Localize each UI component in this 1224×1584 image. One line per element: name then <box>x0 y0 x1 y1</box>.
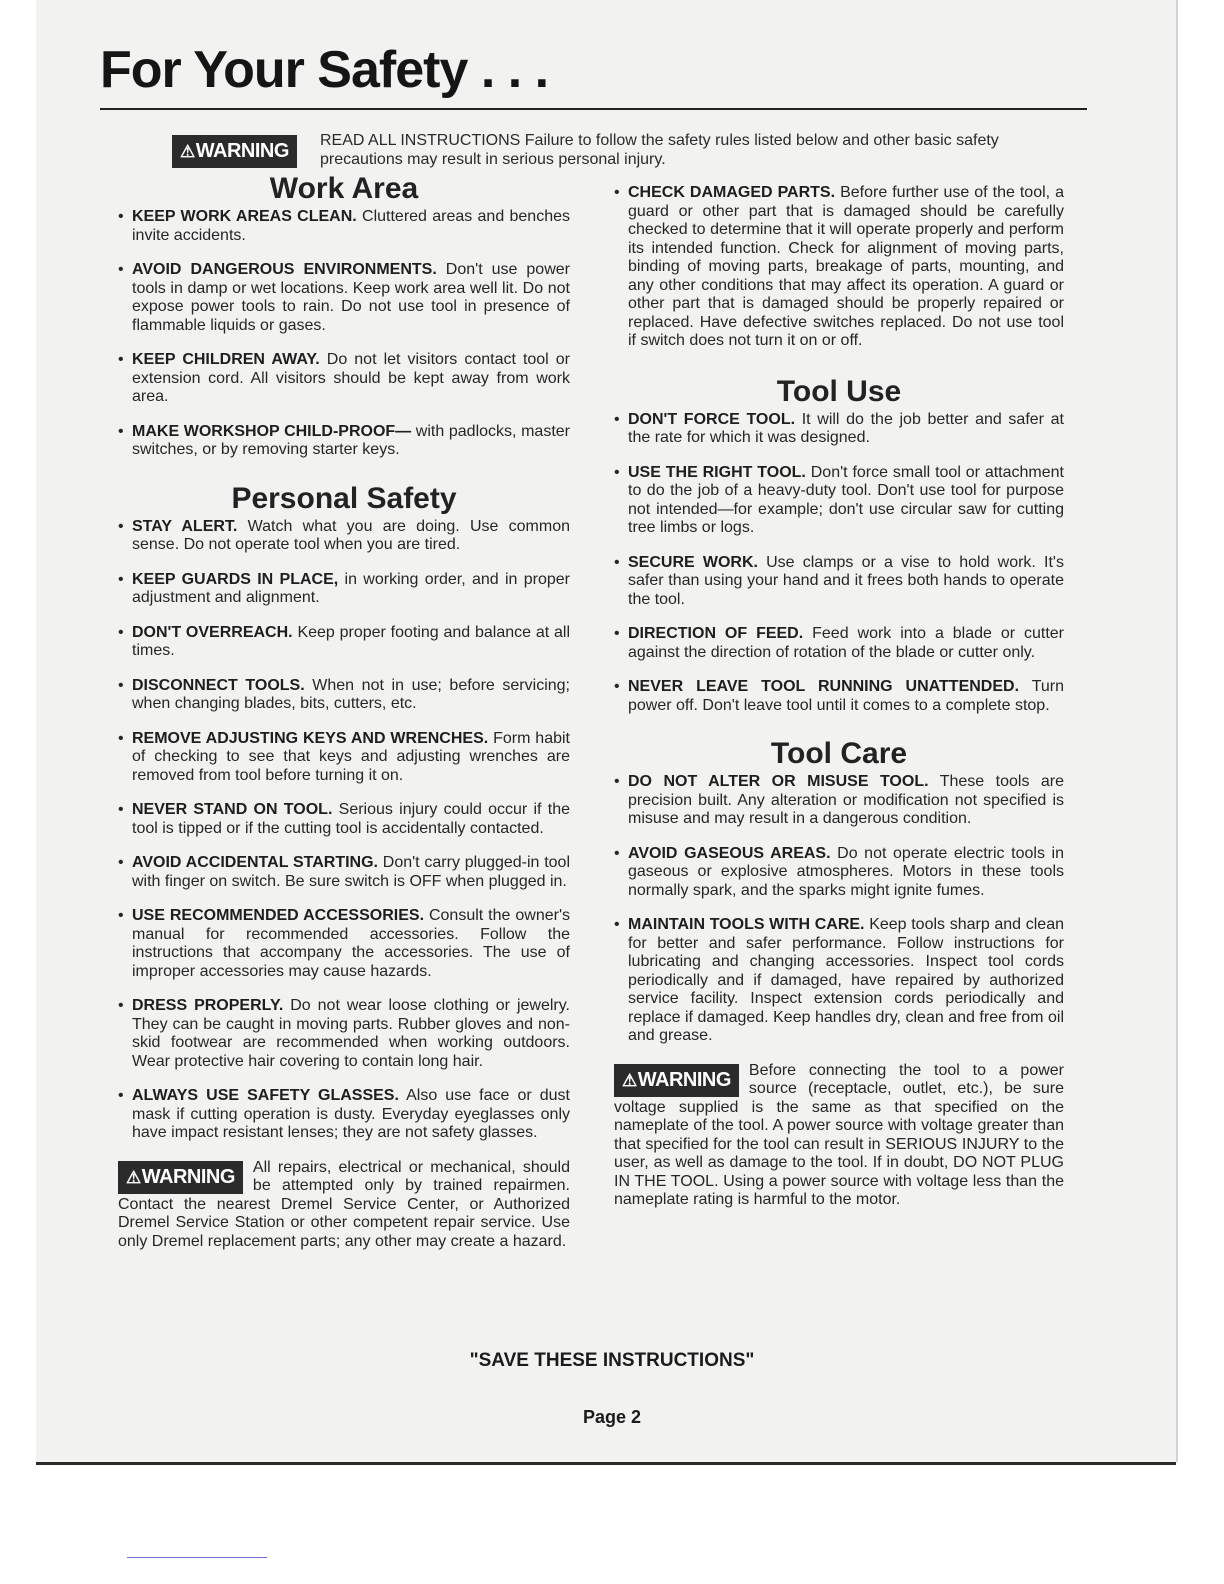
safety-rule <box>118 730 570 786</box>
bullet-icon: • <box>118 907 124 924</box>
rule-text: Do not let visitors contact tool or extension cord. All visitors should be kept away from work area. <box>132 351 571 405</box>
safety-rule <box>614 464 1064 538</box>
safety-rule <box>118 677 570 714</box>
section-heading-work-area: Work Area <box>269 172 419 205</box>
rule-text: Keep tools sharp and clean for better and safer performance. Follow instructions for lubricating and changing accessories. Inspect tool cords periodically and if damaged, have repaired by authorized service facility. Inspect extension cords periodically and replace if damaged. Keep handles dry, clean and free from oil and grease. <box>628 916 1064 1044</box>
left-column <box>118 172 570 1251</box>
safety-rule <box>118 997 570 1071</box>
bullet-icon: • <box>614 410 620 428</box>
right-column <box>614 184 1064 1210</box>
rule-text: Serious injury could occur if the tool is tipped or if the cutting tool is accidentally contacted. <box>132 801 570 837</box>
personal-safety-list <box>118 518 570 1143</box>
rule-lead: KEEP WORK AREAS CLEAN. <box>132 208 357 225</box>
rule-text: Before further use of the tool, a guard or other part that is damaged should be carefully checked to determine that it will operate properly and perform its intended function. Check for alignment of moving parts, binding of moving parts, breakage of parts, mounting, and any other conditions that may affect its operation. A guard or other part that is damaged should be properly repaired or replaced. Have defective switches replaced. Do not use tool if switch does not turn it on or off. <box>628 184 1065 349</box>
safety-rule <box>118 208 570 245</box>
bullet-icon: • <box>614 625 620 642</box>
bullet-icon: • <box>614 773 620 790</box>
rule-lead: MAKE WORKSHOP CHILD-PROOF— <box>132 422 412 440</box>
safety-rule <box>118 801 570 838</box>
safety-rule <box>614 554 1064 610</box>
top-warning-text: READ ALL INSTRUCTIONS Failure to follow the safety rules listed below and other basic safety precautions may result in serious personal injury. <box>320 132 999 168</box>
rule-lead: NEVER LEAVE TOOL RUNNING UNATTENDED. <box>628 678 1020 695</box>
bullet-icon: • <box>118 801 124 818</box>
bullet-icon: • <box>118 570 124 588</box>
bullet-icon: • <box>118 208 124 225</box>
page-number: Page 2 <box>582 1407 642 1427</box>
safety-rule <box>118 518 570 555</box>
rule-lead: AVOID GASEOUS AREAS. <box>628 844 831 862</box>
rule-lead: CHECK DAMAGED PARTS. <box>628 184 836 201</box>
bullet-icon: • <box>614 463 620 481</box>
bullet-icon: • <box>614 553 620 571</box>
bullet-icon: • <box>118 517 124 535</box>
rule-lead: NEVER STAND ON TOOL. <box>132 801 333 818</box>
bullet-icon: • <box>614 844 620 862</box>
bullet-icon: • <box>118 676 124 694</box>
rule-lead: DO NOT ALTER OR MISUSE TOOL. <box>628 773 929 790</box>
rule-lead: USE RECOMMENDED ACCESSORIES. <box>132 907 425 924</box>
safety-rule <box>118 907 570 981</box>
rule-lead: AVOID DANGEROUS ENVIRONMENTS. <box>132 261 437 278</box>
power-warning-text: Before connecting the tool to a power source (receptacle, outlet, etc.), be sure voltage supplied is the same as that specified on the nameplate of the tool. A power source with voltage greater than that specified for the tool can result in SERIOUS INJURY to the user, as well as damage to the tool. If in doubt, DO NOT PLUG IN THE TOOL. Using a power source with voltage less than the nameplate rating is harmful to the motor. <box>614 1061 1064 1208</box>
rule-lead: DISCONNECT TOOLS. <box>132 676 305 694</box>
bullet-icon: • <box>118 623 124 641</box>
rule-text: Keep proper footing and balance at all times. <box>132 623 571 659</box>
bullet-icon: • <box>118 351 124 368</box>
bullet-icon: • <box>118 729 124 747</box>
check-damaged-list <box>614 184 1064 351</box>
rule-text: Also use face or dust mask if cutting operation is dusty. Everyday eyeglasses only have impact resistant lenses; they are not safety glasses. <box>132 1087 570 1141</box>
section-heading-tool-care: Tool Care <box>770 737 908 770</box>
decorative-line <box>127 1557 267 1558</box>
warning-badge: ⚠WARNING <box>172 135 297 168</box>
bullet-icon: • <box>614 678 620 695</box>
safety-rule <box>118 261 570 335</box>
bullet-icon: • <box>614 916 620 933</box>
rule-lead: AVOID ACCIDENTAL STARTING. <box>132 854 378 871</box>
rule-lead: REMOVE ADJUSTING KEYS AND WRENCHES. <box>132 729 489 747</box>
rule-text: Don't carry plugged-in tool with finger on switch. Be sure switch is OFF when plugged in. <box>132 854 571 890</box>
rule-text: Don't force small tool or attachment to do the job of a heavy-duty tool. Don't use tool for purpose not intended—for example; don't use circular saw for cutting tree limbs or logs. <box>628 463 1064 536</box>
save-instructions-footer: "SAVE THESE INSTRUCTIONS" <box>469 1350 755 1371</box>
rule-text: in working order, and in proper adjustment and alignment. <box>132 570 571 606</box>
safety-rule <box>614 845 1064 901</box>
bullet-icon: • <box>118 854 124 871</box>
rule-text: with padlocks, master switches, or by removing starter keys. <box>132 422 570 458</box>
rule-text: Consult the owner's manual for recommended accessories. Follow the instructions that accompany the accessories. The use of improper accessories may cause hazards. <box>132 907 570 980</box>
title-divider <box>100 108 1087 110</box>
safety-rule <box>118 854 570 891</box>
bullet-icon: • <box>118 997 124 1014</box>
bullet-icon: • <box>118 261 124 278</box>
warning-triangle-icon: ⚠ <box>622 1070 637 1090</box>
tool-use-list <box>614 411 1064 716</box>
section-heading-tool-use: Tool Use <box>776 374 902 408</box>
safety-rule <box>118 351 570 407</box>
safety-rule <box>614 411 1064 448</box>
rule-lead: USE THE RIGHT TOOL. <box>628 463 806 481</box>
rule-text: Use clamps or a vise to hold work. It's safer than using your hand and it frees both hands to operate the tool. <box>628 553 1064 608</box>
tool-care-list <box>614 773 1064 1046</box>
repair-warning-text: All repairs, electrical or mechanical, should be attempted only by trained repairmen. Contact the nearest Dremel Service Center, or Authorized Dremel Service Station or other competent repair service. Use only Dremel replacement parts; any other may create a hazard. <box>118 1158 570 1250</box>
rule-text: Watch what you are doing. Use common sense. Do not operate tool when you are tired. <box>132 517 570 553</box>
safety-rule <box>614 625 1064 662</box>
bullet-icon: • <box>118 1087 124 1104</box>
safety-rule <box>118 423 570 460</box>
rule-lead: STAY ALERT. <box>132 517 238 535</box>
rule-text: Cluttered areas and benches invite accidents. <box>132 208 570 244</box>
safety-rule <box>118 571 570 608</box>
rule-text: Feed work into a blade or cutter against the direction of rotation of the blade or cutter only. <box>628 625 1064 661</box>
repair-warning <box>118 1159 570 1252</box>
rule-text: When not in use; before servicing; when changing blades, bits, cutters, etc. <box>132 676 570 712</box>
work-area-list <box>118 208 570 460</box>
rule-lead: KEEP GUARDS IN PLACE, <box>132 570 339 588</box>
rule-lead: SECURE WORK. <box>628 553 758 571</box>
rule-lead: DON'T FORCE TOOL. <box>628 410 796 428</box>
rule-text: Do not wear loose clothing or jewelry. They can be caught in moving parts. Rubber gloves and non-skid footwear are recommended when working outdoors. Wear protective hair covering to contain long hair. <box>132 997 570 1070</box>
rule-text: Do not operate electric tools in gaseous or explosive atmospheres. Motors in these tools normally spark, and the sparks might ignite fumes. <box>628 844 1064 899</box>
rule-lead: DON'T OVERREACH. <box>132 623 293 641</box>
safety-rule <box>614 678 1064 715</box>
rule-lead: ALWAYS USE SAFETY GLASSES. <box>132 1087 399 1104</box>
rule-text: Don't use power tools in damp or wet locations. Keep work area well lit. Do not expose power tools to rain. Do not use tool in presence of flammable liquids or gases. <box>132 261 570 334</box>
safety-rule <box>118 624 570 661</box>
page-edge-shadow <box>36 1462 1176 1465</box>
safety-rule <box>614 184 1064 351</box>
warning-badge: ⚠WARNING <box>614 1064 739 1097</box>
rule-lead: KEEP CHILDREN AWAY. <box>132 351 320 368</box>
warning-triangle-icon: ⚠ <box>180 142 195 161</box>
rule-lead: DIRECTION OF FEED. <box>628 625 804 642</box>
safety-rule <box>614 773 1064 829</box>
bullet-icon: • <box>118 422 124 440</box>
rule-text: Turn power off. Don't leave tool until it comes to a complete stop. <box>628 678 1065 714</box>
page-title: For Your Safety . . . <box>100 41 549 99</box>
bullet-icon: • <box>614 184 620 201</box>
rule-lead: DRESS PROPERLY. <box>132 997 284 1014</box>
safety-rule <box>118 1087 570 1143</box>
warning-badge: ⚠WARNING <box>118 1161 243 1194</box>
section-heading-personal-safety: Personal Safety <box>231 481 457 515</box>
rule-lead: MAINTAIN TOOLS WITH CARE. <box>628 916 865 933</box>
rule-text: Form habit of checking to see that keys and adjusting wrenches are removed from tool before turning it on. <box>132 729 570 784</box>
warning-triangle-icon: ⚠ <box>126 1167 141 1187</box>
power-warning <box>614 1062 1064 1210</box>
rule-text: These tools are precision built. Any alteration or modification not specified is misuse and may result in a dangerous condition. <box>628 773 1065 827</box>
safety-rule <box>614 916 1064 1046</box>
rule-text: It will do the job better and safer at the rate for which it was designed. <box>628 410 1064 446</box>
